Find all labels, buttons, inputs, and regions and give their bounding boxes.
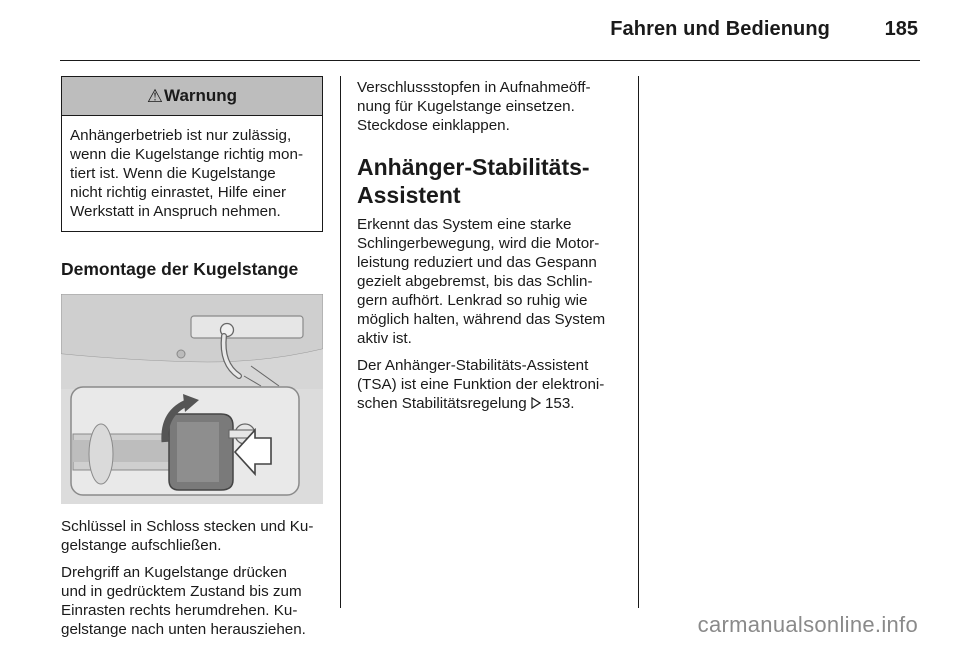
warning-line: nicht richtig einrastet, Hilfe einer <box>70 184 287 201</box>
text-line: nung für Kugelstange einsetzen. <box>357 98 575 115</box>
heading-line: Anhänger-Stabilitäts- <box>357 154 590 180</box>
text-span: schen Stabilitätsregelung <box>357 395 531 412</box>
text-line: gezielt abgebremst, bis das Schlin- <box>357 273 593 290</box>
warning-line: Werkstatt in Anspruch nehmen. <box>70 203 281 220</box>
text-line: Schlüssel in Schloss stecken und Ku- <box>61 518 314 535</box>
warning-line: Anhängerbetrieb ist nur zulässig, <box>70 127 292 144</box>
text-line: Drehgriff an Kugelstange drücken <box>61 564 287 581</box>
warning-header <box>62 77 322 116</box>
column-divider-right <box>638 76 639 608</box>
text-line: gelstange aufschließen. <box>61 537 222 554</box>
warning-line: tiert ist. Wenn die Kugelstange <box>70 165 276 182</box>
text-line: und in gedrücktem Zustand bis zum <box>61 583 302 600</box>
page-reference-link[interactable]: 153. <box>544 395 575 412</box>
text-line: Erkennt das System eine starke <box>357 216 572 233</box>
heading-line: Assistent <box>357 182 461 208</box>
text-line: Steckdose einklappen. <box>357 117 510 134</box>
paragraph-turn-handle <box>61 563 323 639</box>
text-line: aktiv ist. <box>357 330 412 347</box>
text-line: gern aufhört. Lenkrad so ruhig wie <box>357 292 588 309</box>
tow-bar-removal-illustration <box>61 294 323 504</box>
warning-text <box>62 116 322 231</box>
text-line: leistung reduziert und das Gespann <box>357 254 597 271</box>
text-line: (TSA) ist eine Funktion der elektroni- <box>357 376 605 393</box>
warning-triangle-icon: ⚠ <box>146 85 164 106</box>
text-line <box>357 394 625 414</box>
paragraph-insert-plug <box>357 78 625 135</box>
text-line: Schlingerbewegung, wird die Motor- <box>357 235 600 252</box>
text-line: Verschlussstopfen in Aufnahmeöff- <box>357 79 591 96</box>
paragraph-key-unlock <box>61 517 323 555</box>
text-line: gelstange nach unten herausziehen. <box>61 621 306 638</box>
column-divider-left <box>340 76 341 608</box>
section-heading-tsa <box>357 153 625 209</box>
page-header-title: Fahren und Bedienung <box>610 18 830 40</box>
paragraph-tsa-description <box>357 215 625 348</box>
header-rule <box>60 60 920 61</box>
tow-bar-illustration-svg <box>61 294 323 504</box>
page-number: 185 <box>884 18 918 40</box>
warning-line: wenn die Kugelstange richtig mon- <box>70 146 304 163</box>
text-line: Einrasten rechts herumdrehen. Ku- <box>61 602 298 619</box>
text-line: möglich halten, während das System <box>357 311 606 328</box>
paragraph-tsa-function <box>357 356 625 414</box>
watermark: carmanualsonline.info <box>697 612 918 637</box>
text-line: Der Anhänger-Stabilitäts-Assistent <box>357 357 589 374</box>
column-left <box>61 76 323 647</box>
section-heading-demontage: Demontage der Kugelstange <box>61 259 299 279</box>
warning-box <box>61 76 323 232</box>
warning-title: Warnung <box>164 86 238 105</box>
column-middle <box>357 76 625 422</box>
arrow-ref-icon <box>531 395 541 414</box>
